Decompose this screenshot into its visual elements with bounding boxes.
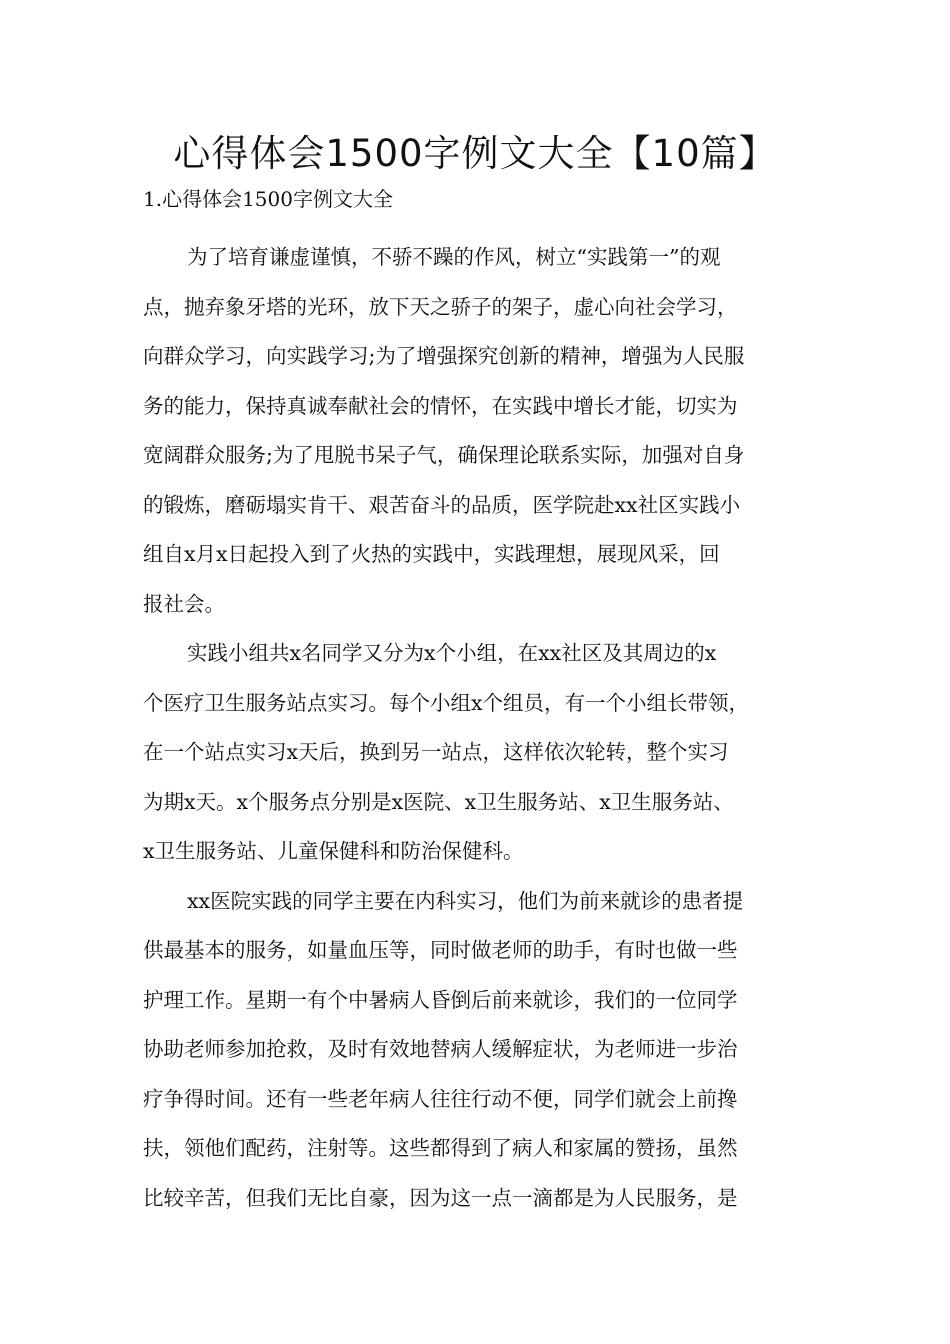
text-line: 宽阔群众服务;为了甩脱书呆子气，确保理论联系实际，加强对自身 [143, 443, 745, 467]
text-line: 务的能力，保持真诚奉献社会的情怀，在实践中增长才能，切实为 [143, 393, 738, 418]
paragraph [143, 629, 823, 877]
document-body [143, 233, 823, 1223]
paragraph [143, 233, 823, 629]
text-line: 在一个站点实习x天后，换到另一站点，这样依次轮转，整个实习 [143, 740, 729, 764]
section-heading: 1.心得体会1500字例文大全 [143, 187, 393, 211]
text-line: 护理工作。星期一有个中暑病人昏倒后前来就诊，我们的一位同学 [143, 987, 738, 1012]
paragraph [143, 877, 823, 1224]
text-line: 实践小组共x名同学又分为x个小组，在xx社区及其周边的x [187, 641, 717, 665]
text-line: 协助老师参加抢救，及时有效地替病人缓解症状，为老师进一步治 [143, 1037, 738, 1061]
text-line: 为期x天。x个服务点分别是x医院、x卫生服务站、x卫生服务站、 [143, 789, 734, 814]
text-line: 个医疗卫生服务站点实习。每个小组x个组员，有一个小组长带领， [143, 690, 750, 715]
document-title: 心得体会1500字例文大全【10篇】 [173, 132, 777, 175]
text-line: 报社会。 [143, 591, 225, 616]
text-line: 扶，领他们配药，注射等。这些都得到了病人和家属的赞扬，虽然 [143, 1136, 738, 1160]
text-line: 疗争得时间。还有一些老年病人往往行动不便，同学们就会上前搀 [143, 1086, 738, 1111]
text-line: 供最基本的服务，如量血压等，同时做老师的助手，有时也做一些 [143, 938, 738, 962]
text-line: 为了培育谦虚谨慎，不骄不躁的作风，树立“实践第一”的观 [187, 245, 721, 269]
text-line: 组自x月x日起投入到了火热的实践中，实践理想，展现风采，回 [143, 542, 720, 566]
text-line: xx医院实践的同学主要在内科实习，他们为前来就诊的患者提 [187, 888, 744, 913]
text-line: 的锻炼，磨砺塌实肯干、艰苦奋斗的品质，医学院赴xx社区实践小 [143, 492, 741, 517]
text-line: 向群众学习，向实践学习;为了增强探究创新的精神，增强为人民服 [143, 344, 745, 368]
text-line: 比较辛苦，但我们无比自豪，因为这一点一滴都是为人民服务，是 [143, 1185, 738, 1210]
text-line: x卫生服务站、儿童保健科和防治保健科。 [143, 839, 524, 863]
text-line: 点，抛弃象牙塔的光环，放下天之骄子的架子，虚心向社会学习， [143, 294, 738, 319]
